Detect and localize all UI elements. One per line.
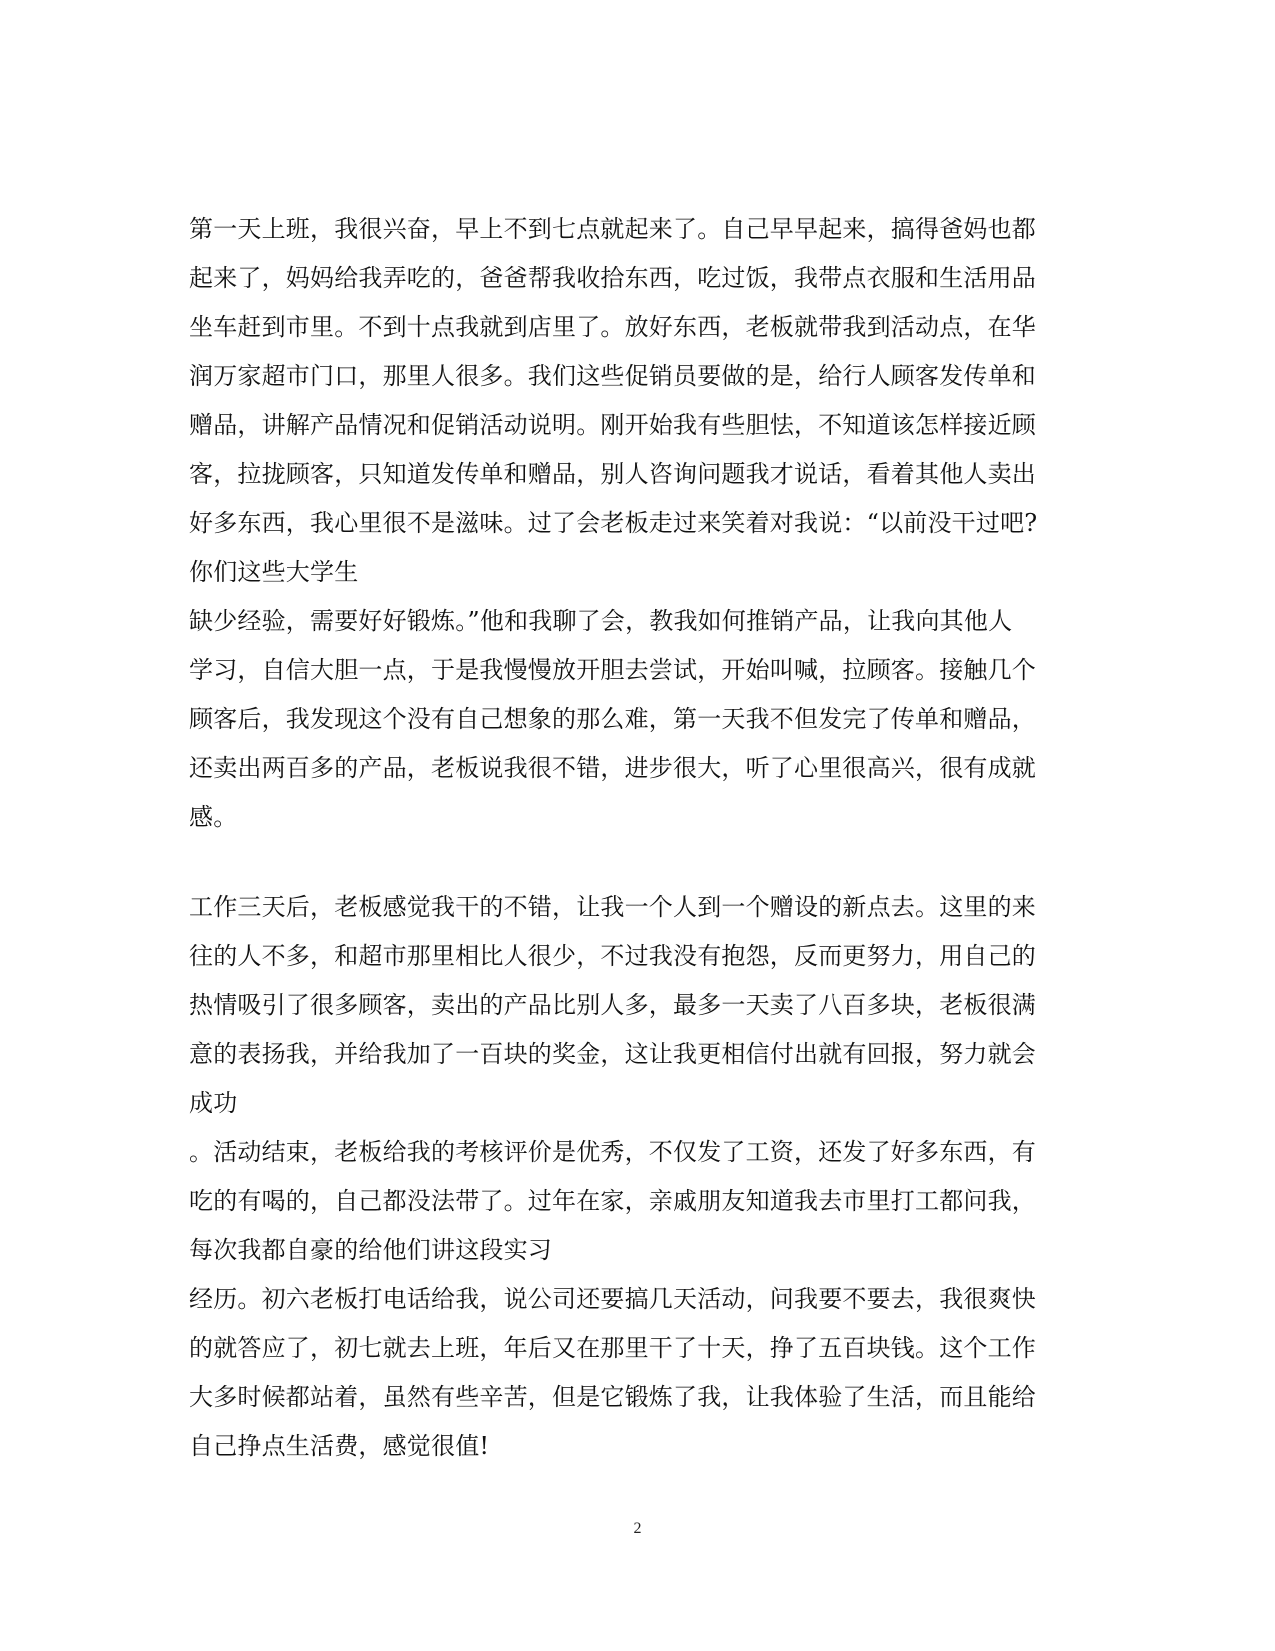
text-line: 成功 (189, 1089, 238, 1117)
text-line: 大多时候都站着，虽然有些辛苦，但是它锻炼了我，让我体验了生活，而且能给 (189, 1383, 1036, 1411)
text-line: 赠品，讲解产品情况和促销活动说明。刚开始我有些胆怯，不知道该怎样接近顾 (189, 411, 1036, 439)
text-line: 好多东西，我心里很不是滋味。过了会老板走过来笑着对我说：“以前没干过吧? (189, 509, 1038, 537)
paragraph-three-days-later (189, 883, 1089, 1471)
text-line: 润万家超市门口，那里人很多。我们这些促销员要做的是，给行人顾客发传单和 (189, 362, 1036, 390)
text-line: 学习，自信大胆一点，于是我慢慢放开胆去尝试，开始叫喊，拉顾客。接触几个 (189, 656, 1036, 684)
text-line: 每次我都自豪的给他们讲这段实习 (189, 1236, 552, 1264)
text-line: 吃的有喝的，自己都没法带了。过年在家，亲戚朋友知道我去市里打工都问我， (189, 1187, 1036, 1215)
paragraph-first-day (189, 205, 1089, 842)
page-number: 2 (633, 1520, 642, 1537)
text-line: 坐车赶到市里。不到十点我就到店里了。放好东西，老板就带我到活动点，在华 (189, 313, 1036, 341)
text-line: 经历。初六老板打电话给我，说公司还要搞几天活动，问我要不要去，我很爽快 (189, 1285, 1036, 1313)
text-line: 自己挣点生活费，感觉很值! (189, 1432, 490, 1460)
text-line: 。活动结束，老板给我的考核评价是优秀，不仅发了工资，还发了好多东西，有 (189, 1138, 1036, 1166)
text-line: 顾客后，我发现这个没有自己想象的那么难，第一天我不但发完了传单和赠品， (189, 705, 1036, 733)
text-line: 客，拉拢顾客，只知道发传单和赠品，别人咨询问题我才说话，看着其他人卖出 (189, 460, 1036, 488)
text-line: 工作三天后，老板感觉我干的不错，让我一个人到一个赠设的新点去。这里的来 (189, 893, 1036, 921)
text-line: 往的人不多，和超市那里相比人很少，不过我没有抱怨，反而更努力，用自己的 (189, 942, 1036, 970)
text-line: 第一天上班，我很兴奋，早上不到七点就起来了。自己早早起来，搞得爸妈也都 (189, 215, 1036, 243)
text-line: 的就答应了，初七就去上班，年后又在那里干了十天，挣了五百块钱。这个工作 (189, 1334, 1036, 1362)
text-line: 你们这些大学生 (189, 558, 359, 586)
text-line: 缺少经验，需要好好锻炼。”他和我聊了会，教我如何推销产品，让我向其他人 (189, 607, 1013, 635)
text-line: 起来了，妈妈给我弄吃的，爸爸帮我收拾东西，吃过饭，我带点衣服和生活用品 (189, 264, 1036, 292)
text-line: 感。 (189, 803, 238, 831)
text-line: 还卖出两百多的产品，老板说我很不错，进步很大，听了心里很高兴，很有成就 (189, 754, 1036, 782)
text-line: 热情吸引了很多顾客，卖出的产品比别人多，最多一天卖了八百多块，老板很满 (189, 991, 1036, 1019)
text-line: 意的表扬我，并给我加了一百块的奖金，这让我更相信付出就有回报，努力就会 (189, 1040, 1036, 1068)
